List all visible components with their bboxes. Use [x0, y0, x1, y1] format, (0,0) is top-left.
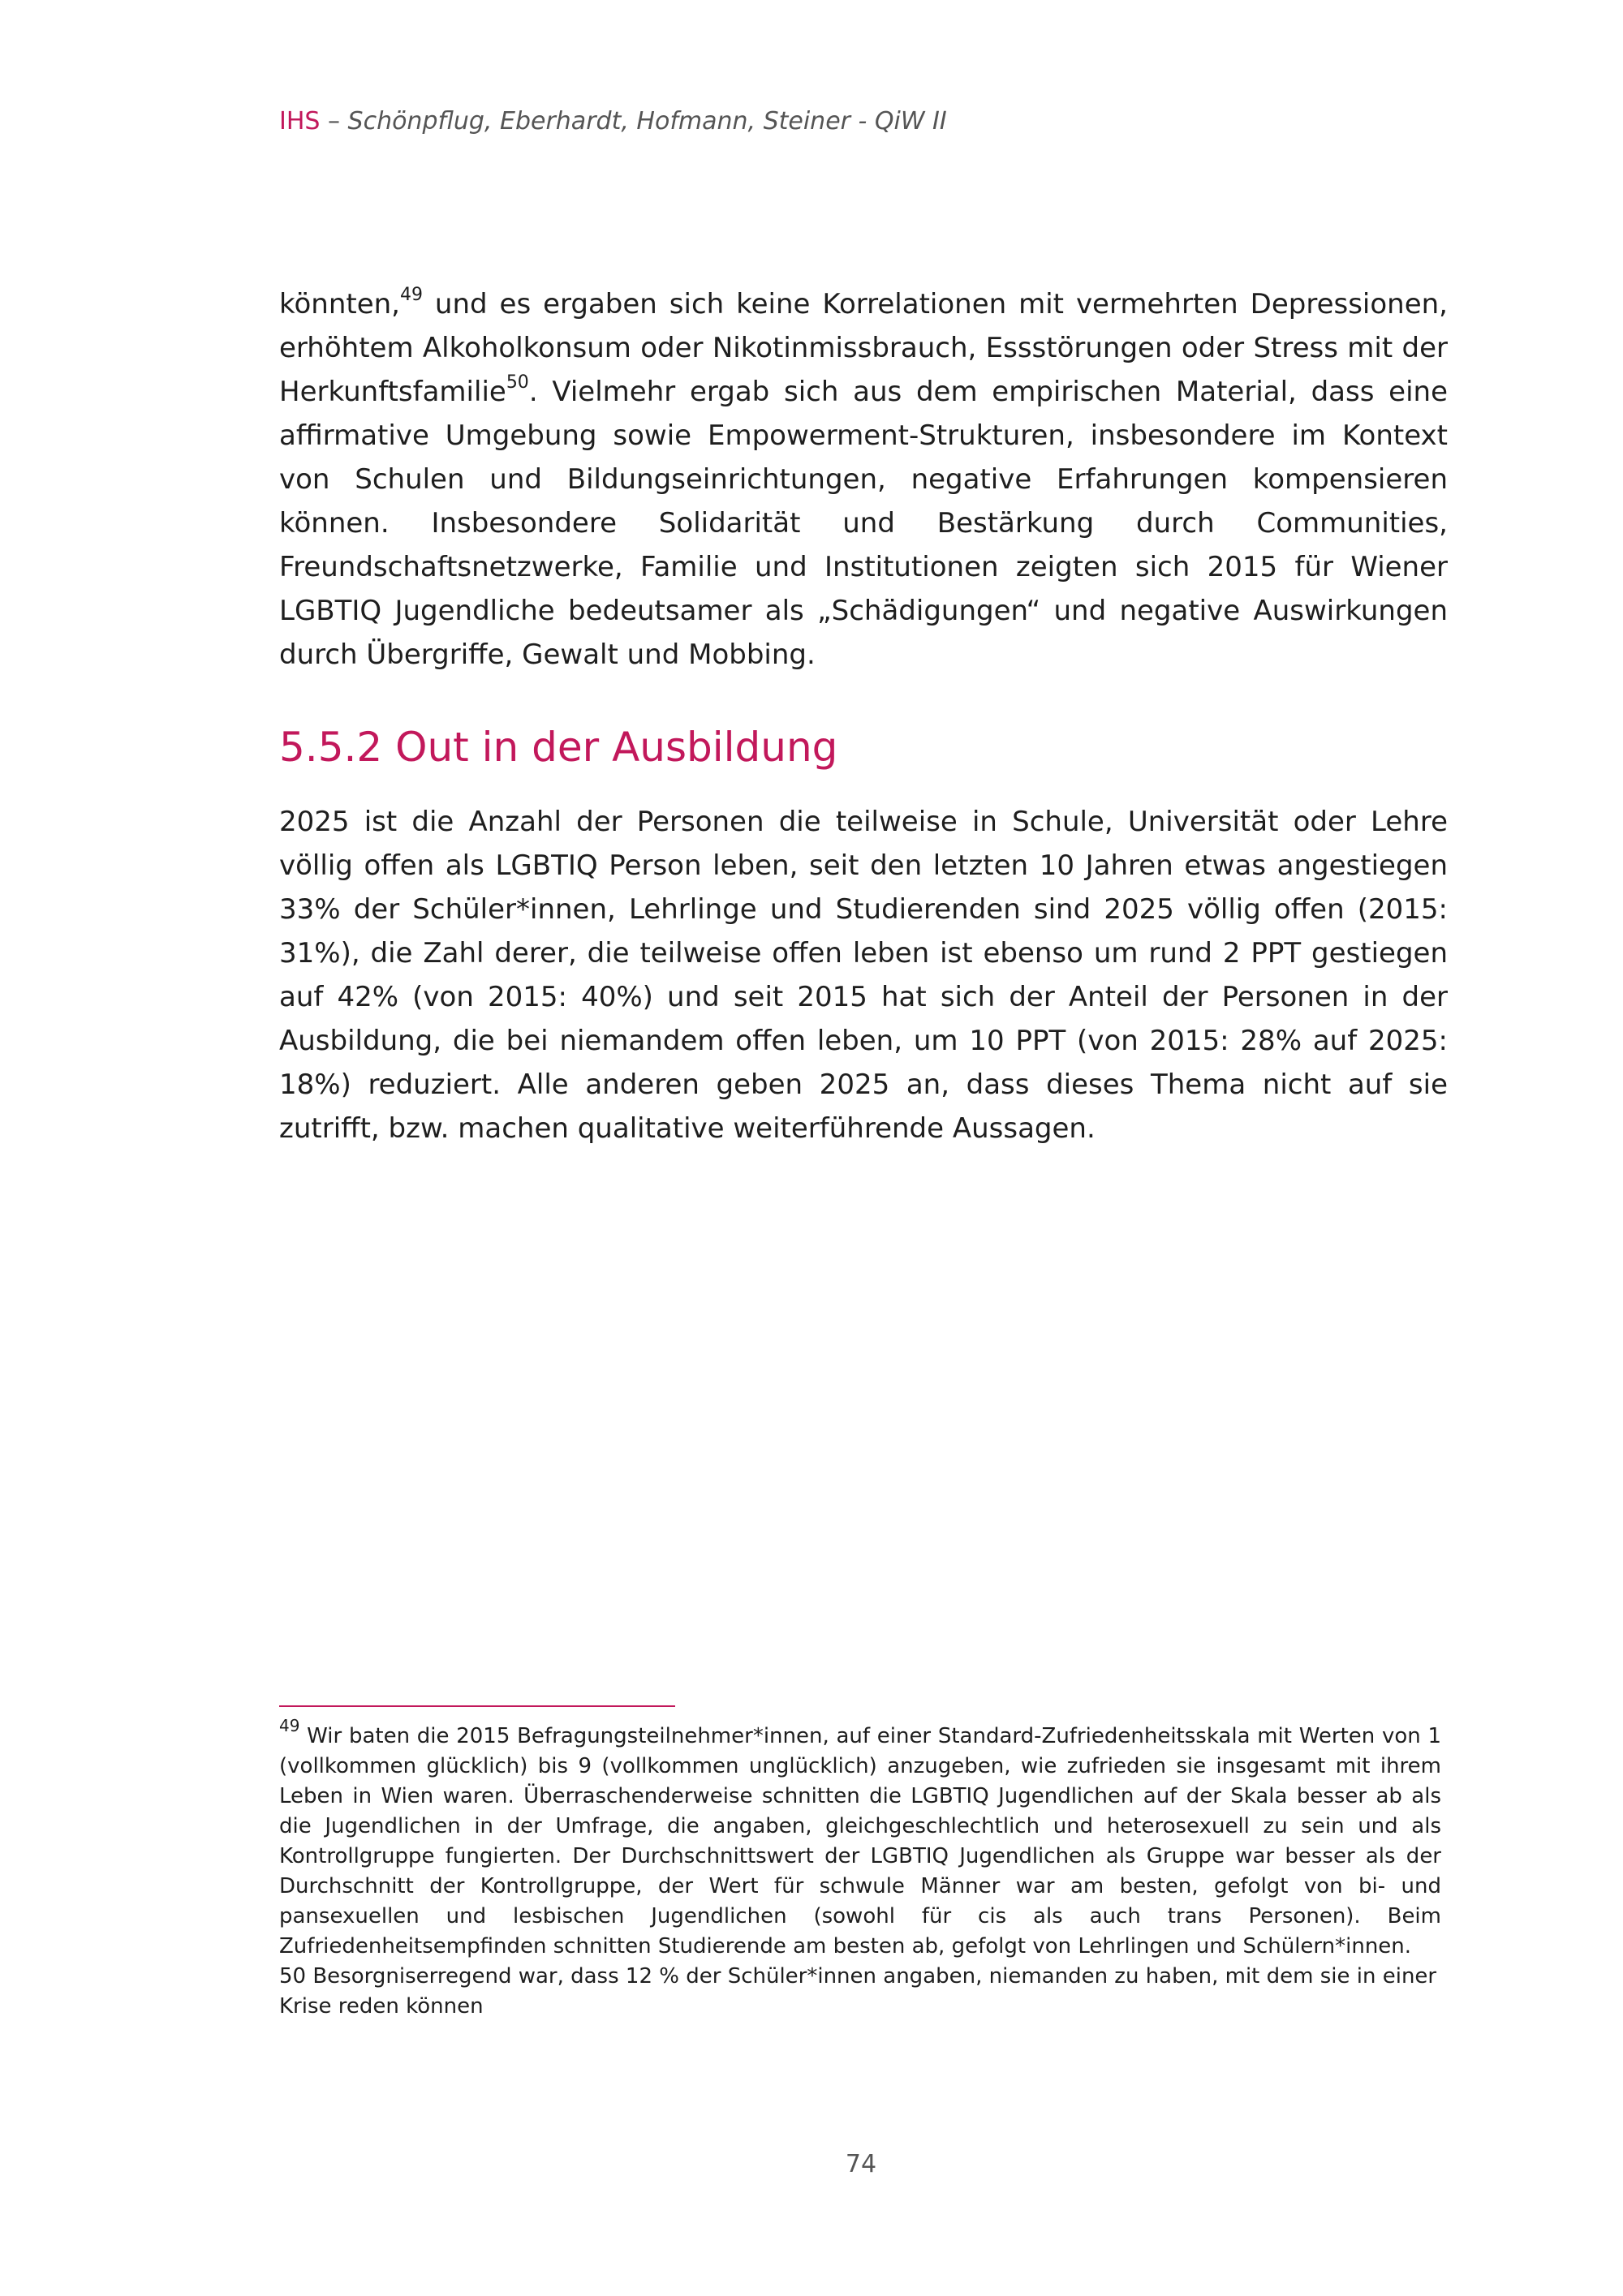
running-header [279, 104, 947, 140]
footnote-divider [279, 1705, 675, 1707]
footnote-49-number: 49 [279, 1716, 300, 1736]
header-authors: Schönpflug, Eberhardt, Hofmann, Steiner - QiW II [347, 107, 947, 135]
footnote-49-text: Wir baten die 2015 Befragungsteilnehmer*innen, auf einer Standard-Zufriedenheitsskala mit Werten von 1 (vollkommen glücklich) bis 9 (vollkommen unglücklich) anzugeben, wie zufrieden sie insgesamt mit ihrem Leben in Wien waren. Überraschenderweise schnitten die LGBTIQ Jugendlichen auf der Skala besser ab als die Jugendlichen in der Umfrage, die angaben, gleichgeschlechtlich und heterosexuell zu sein und als Kontrollgruppe fungierten. Der Durchschnittswert der LGBTIQ Jugendlichen als Gruppe war besser als der Durchschnitt der Kontrollgruppe, der Wert für schwule Männer war am besten, gefolgt von bi- und pansexuellen und lesbischen Jugendlichen (sowohl für cis als auch trans Personen). Beim Zufriedenheitsempfinden schnitten Studierende am besten ab, gefolgt von Lehrlingen und Schülern*innen. [279, 1724, 1441, 1958]
body-paragraph-2: 2025 ist die Anzahl der Personen die teilweise in Schule, Universität oder Lehre völlig offen als LGBTIQ Person leben, seit den letzten 10 Jahren etwas angestiegen 33% der Schüler*innen, Lehrlinge und Studierenden sind 2025 völlig offen (2015: 31%), die Zahl derer, die teilweise offen leben ist ebenso um rund 2 PPT gestiegen auf 42% (von 2015: 40%) und seit 2015 hat sich der Anteil der Personen in der Ausbildung, die bei niemandem offen leben, um 10 PPT (von 2015: 28% auf 2025: 18%) reduziert. Alle anderen geben 2025 an, dass dieses Thema nicht auf sie zutrifft, bzw. machen qualitative weiterführende Aussagen. [279, 806, 1448, 1145]
paragraph-1-part-2: und es ergaben sich keine Korrelationen mit vermehrten Depressionen, erhöhtem Alkoholkonsum oder Nikotinmissbrauch, Essstörungen oder Stress mit der Herkunftsfamilie [279, 288, 1448, 408]
header-brand: IHS [279, 107, 321, 135]
paragraph-1-part-3: . Vielmehr ergab sich aus dem empirischen Material, dass eine affirmative Umgebung sowie Empowerment-Strukturen, insbesondere im Kontext von Schulen und Bildungseinrichtungen, negative Erfahrungen kompensieren können. Insbesondere Solidarität und Bestärkung durch Communities, Freundschaftsnetzwerke, Familie und Institutionen zeigten sich 2015 für Wiener LGBTIQ Jugendliche bedeutsamer als „Schädigungen“ und negative Auswirkungen durch Übergriffe, Gewalt und Mobbing. [279, 376, 1448, 671]
section-heading: 5.5.2 Out in der Ausbildung [279, 724, 838, 771]
footnote-ref-49[interactable]: 49 [399, 284, 423, 305]
footnotes [279, 1716, 1441, 2022]
paragraph-1-part-1: könnten, [279, 288, 400, 320]
footnote-50: 50 Besorgniserregend war, dass 12 % der Schüler*innen angaben, niemanden zu haben, mit dem sie in einer Krise reden können [279, 1964, 1437, 2019]
footnote-49 [279, 1716, 1441, 1962]
page-number: 74 [845, 2150, 877, 2178]
footnote-ref-50[interactable]: 50 [506, 372, 529, 393]
header-separator: – [320, 107, 348, 135]
body-paragraph-1 [279, 282, 1448, 677]
